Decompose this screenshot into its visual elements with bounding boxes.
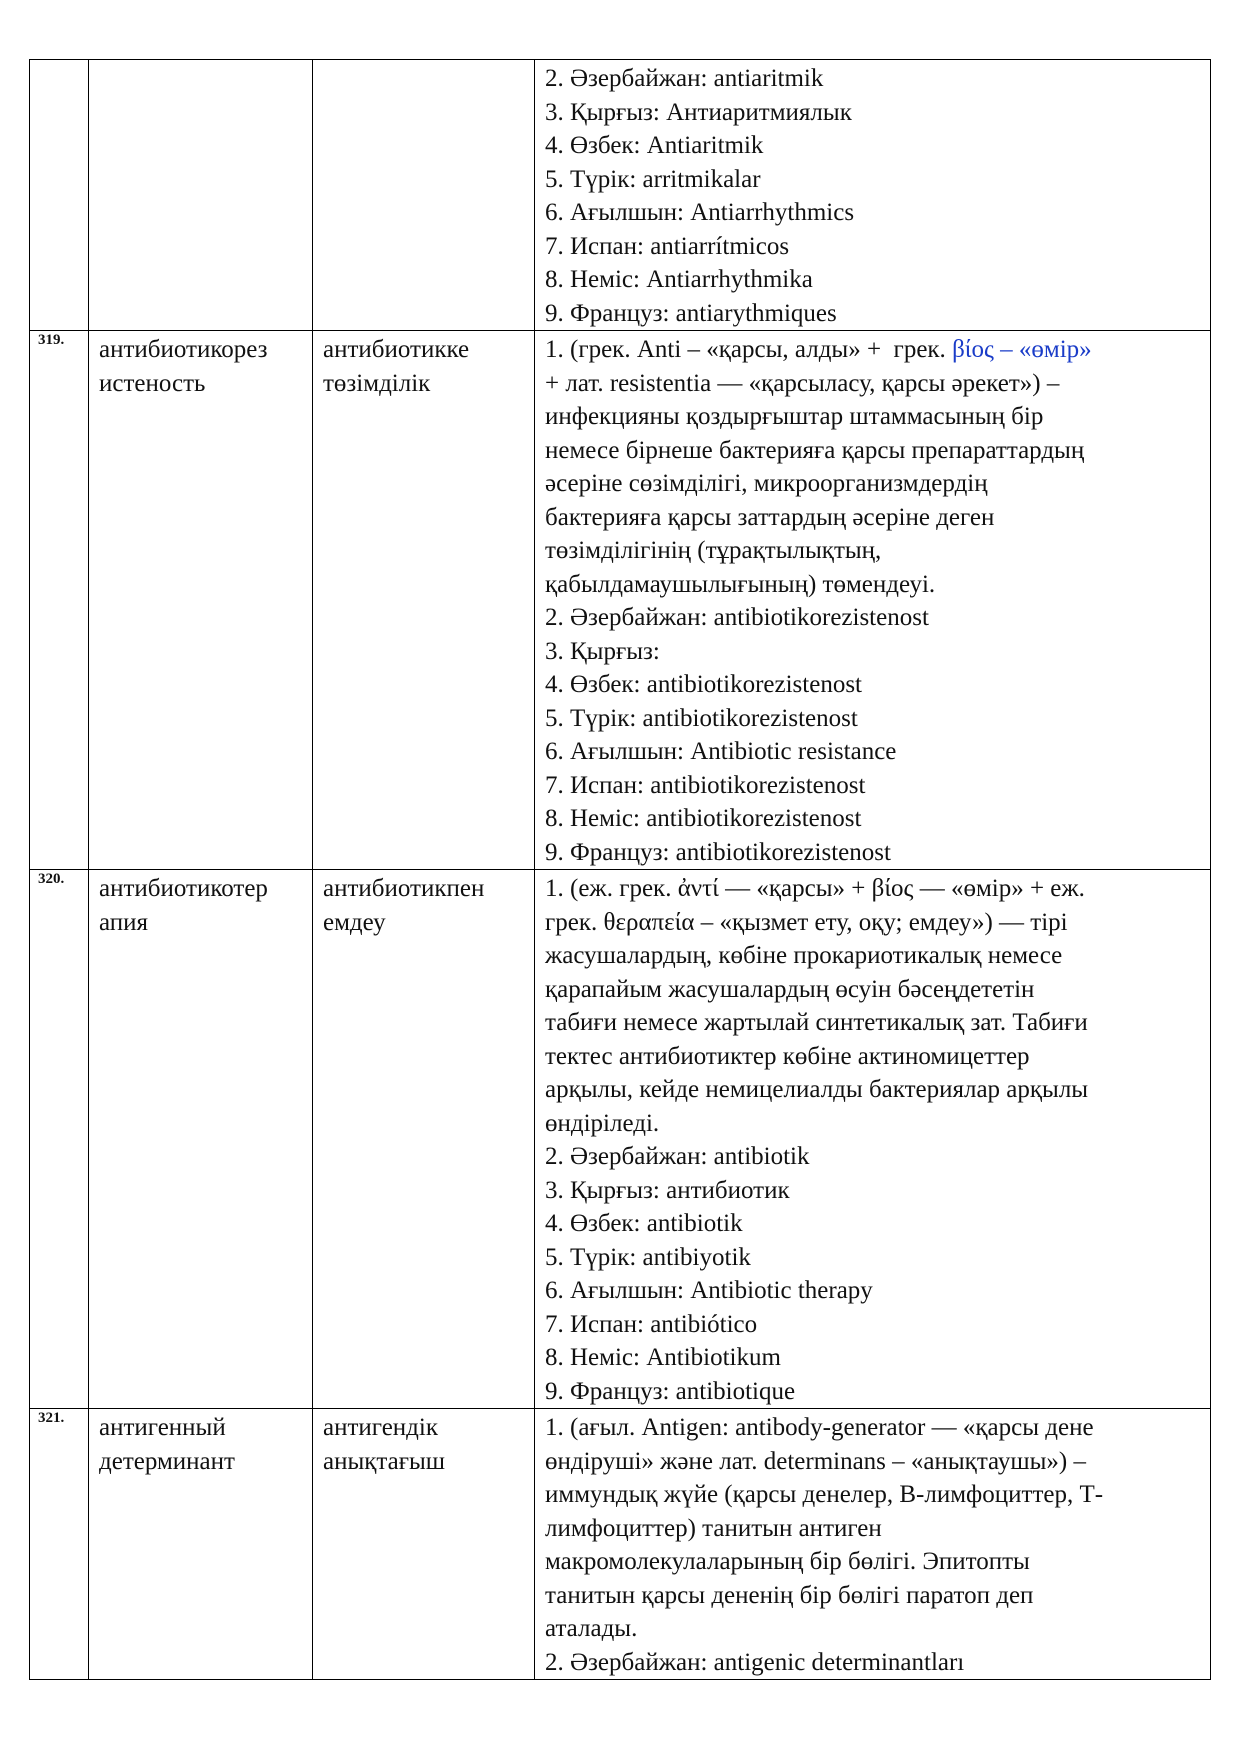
definition-line: немесе бірнеше бактерияға қарсы препараттардың bbox=[545, 436, 1085, 464]
definition-line: өндіруші» және лат. determinans – «анықтаушы») – bbox=[545, 1447, 1087, 1475]
definition-line: 7. Испан: antiarrítmicos bbox=[545, 232, 790, 260]
definition-line: 4. Өзбек: antibiotik bbox=[545, 1210, 743, 1237]
definition-text: 1. (грек. Anti – «қарсы, алды» + грек. bbox=[545, 336, 953, 363]
definition-line: 5. Түрік: arritmikalar bbox=[545, 165, 761, 193]
glossary-table bbox=[29, 59, 1211, 1680]
definition-line: 4. Өзбек: Antiaritmik bbox=[545, 132, 764, 159]
kazakh-term-line: төзімділік bbox=[323, 369, 431, 397]
definition-line: 2. Әзербайжан: antigenic determinantları bbox=[545, 1648, 965, 1676]
definition-line: лимфоциттер) танитын антиген bbox=[545, 1514, 882, 1542]
definition-line: 9. Француз: antibiotique bbox=[545, 1377, 796, 1405]
russian-term bbox=[89, 1409, 313, 1680]
definition-line: 9. Француз: antibiotikorezistenost bbox=[545, 838, 891, 866]
entry-number bbox=[30, 60, 89, 331]
definition-line: өндіріледі. bbox=[545, 1109, 660, 1137]
definition-line: танитын қарсы дененің бір бөлігі паратоп деп bbox=[545, 1581, 1034, 1609]
russian-term-line: детерминант bbox=[99, 1447, 235, 1475]
definition-line: 8. Неміс: antibiotikorezistenost bbox=[545, 805, 862, 832]
definition-line: 1. (еж. грек. ἀντί — «қарсы» + βίος — «өмір» + еж. bbox=[545, 875, 1085, 902]
definition-line: әсеріне сөзімділігі, микроорганизмдердің bbox=[545, 470, 988, 497]
definition-line: 2. Әзербайжан: antibiotikorezistenost bbox=[545, 604, 929, 631]
kazakh-term-line: емдеу bbox=[323, 908, 386, 936]
kazakh-term-line: антибиотикпен bbox=[323, 875, 485, 902]
definition-line: 9. Француз: antiarythmiques bbox=[545, 299, 837, 327]
entry-number: 321. bbox=[30, 1409, 89, 1680]
russian-term-line: истеность bbox=[99, 369, 206, 397]
russian-term-line: апия bbox=[99, 908, 149, 936]
table-row bbox=[30, 870, 1211, 1409]
definition-line: 4. Өзбек: antibiotikorezistenost bbox=[545, 671, 862, 698]
definition-line: 6. Ағылшын: Antibiotic resistance bbox=[545, 738, 897, 765]
definition-line: 6. Ағылшын: Antibiotic therapy bbox=[545, 1277, 873, 1304]
entry-number: 320. bbox=[30, 870, 89, 1409]
definition-line: табиғи немесе жартылай синтетикалық зат. Табиғи bbox=[545, 1009, 1088, 1036]
russian-term-line: антигенный bbox=[99, 1414, 226, 1441]
definition bbox=[535, 870, 1211, 1409]
definition bbox=[535, 60, 1211, 331]
definition-line: макромолекулаларының бір бөлігі. Эпитопты bbox=[545, 1548, 1030, 1575]
definition-line: аталады. bbox=[545, 1615, 638, 1642]
definition-line bbox=[545, 333, 1202, 367]
definition-line: тектес антибиотиктер көбіне актиномицеттер bbox=[545, 1042, 1030, 1070]
greek-etymology-highlight: βίος – «өмір» bbox=[952, 336, 1092, 363]
definition-line: жасушалардың, көбіне прокариотикалық немесе bbox=[545, 942, 1063, 969]
definition-line: 8. Неміс: Antibiotikum bbox=[545, 1344, 781, 1371]
definition-line: 5. Түрік: antibiyotik bbox=[545, 1243, 751, 1271]
kazakh-term bbox=[313, 60, 535, 331]
kazakh-term-line: антигендік bbox=[323, 1414, 438, 1441]
russian-term bbox=[89, 60, 313, 331]
definition-line: грек. θεραπεία – «қызмет ету, оқу; емдеу») — тірі bbox=[545, 908, 1068, 936]
russian-term bbox=[89, 331, 313, 870]
definition-line: 2. Әзербайжан: antiaritmik bbox=[545, 65, 824, 92]
definition-line: қарапайым жасушалардың өсуін бәсеңдететін bbox=[545, 975, 1035, 1003]
definition-line: + лат. resistentia — «қарсыласу, қарсы әрекет») – bbox=[545, 369, 1060, 397]
definition-line: төзімділігінің (тұрақтылықтың, bbox=[545, 537, 882, 564]
table-row bbox=[30, 1409, 1211, 1680]
definition-line: 7. Испан: antibiótico bbox=[545, 1310, 758, 1338]
entry-number: 319. bbox=[30, 331, 89, 870]
definition-line: 2. Әзербайжан: antibiotik bbox=[545, 1143, 810, 1170]
definition-line: 7. Испан: antibiotikorezistenost bbox=[545, 771, 866, 799]
definition-line: 5. Түрік: antibiotikorezistenost bbox=[545, 704, 858, 732]
definition-line: 6. Ағылшын: Antiarrhythmics bbox=[545, 199, 855, 226]
definition-line: 3. Қырғыз: bbox=[545, 637, 660, 665]
russian-term-line: антибиотикорез bbox=[99, 336, 268, 363]
definition-line: 3. Қырғыз: Антиаритмиялык bbox=[545, 98, 852, 126]
russian-term-line: антибиотикотер bbox=[99, 875, 268, 902]
definition-line: иммундық жүйе (қарсы денелер, В-лимфоциттер, Т- bbox=[545, 1481, 1104, 1508]
definition-line: арқылы, кейде немицелиалды бактериялар арқылы bbox=[545, 1076, 1089, 1103]
definition-line: 8. Неміс: Antiarrhythmika bbox=[545, 266, 813, 293]
table-row bbox=[30, 60, 1211, 331]
kazakh-term-line: антибиотикке bbox=[323, 336, 470, 363]
kazakh-term-line: анықтағыш bbox=[323, 1447, 446, 1475]
definition-line: бактерияға қарсы заттардың әсеріне деген bbox=[545, 503, 995, 531]
kazakh-term bbox=[313, 1409, 535, 1680]
definition bbox=[535, 331, 1211, 870]
definition bbox=[535, 1409, 1211, 1680]
russian-term bbox=[89, 870, 313, 1409]
definition-line: инфекцияны қоздырғыштар штаммасының бір bbox=[545, 403, 1044, 430]
kazakh-term bbox=[313, 331, 535, 870]
definition-line: 3. Қырғыз: антибиотик bbox=[545, 1176, 790, 1204]
table-row bbox=[30, 331, 1211, 870]
definition-line: қабылдамаушылығының) төмендеуі. bbox=[545, 570, 936, 598]
kazakh-term bbox=[313, 870, 535, 1409]
definition-line: 1. (ағыл. Antigen: antibody-generator — «қарсы дене bbox=[545, 1414, 1094, 1441]
